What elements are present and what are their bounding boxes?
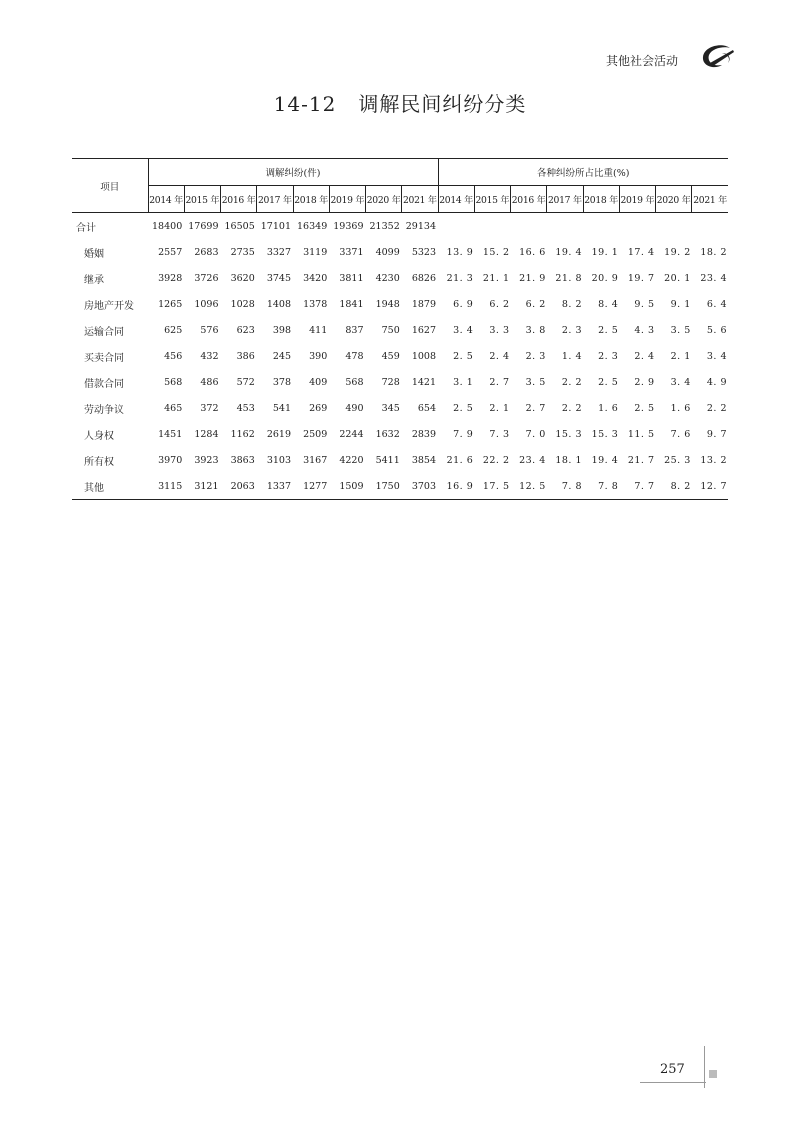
share-cell: 21. 7 bbox=[627, 454, 655, 466]
count-cell: 2063 bbox=[221, 473, 257, 500]
count-cell: 3327 bbox=[266, 246, 291, 258]
share-cell: 6. 2 bbox=[525, 298, 546, 310]
count-cell: 3923 bbox=[194, 454, 219, 466]
share-cell: 22. 2 bbox=[482, 454, 510, 466]
share-cell: 21. 6 bbox=[446, 454, 474, 466]
share-cell: 2. 7 bbox=[489, 376, 510, 388]
share-cell: 12. 7 bbox=[692, 473, 728, 500]
share-cell: 3. 5 bbox=[525, 376, 546, 388]
table-row bbox=[72, 395, 728, 421]
share-cell: 3. 8 bbox=[525, 324, 546, 336]
table-row bbox=[72, 213, 728, 240]
count-cell: 1162 bbox=[230, 428, 255, 440]
share-year-header: 2017 年 bbox=[547, 186, 583, 213]
count-cell: 4230 bbox=[375, 272, 400, 284]
share-cell: 11. 5 bbox=[627, 428, 655, 440]
count-cell: 3811 bbox=[339, 272, 364, 284]
count-cell: 1284 bbox=[194, 428, 219, 440]
count-cell: 16505 bbox=[224, 220, 255, 232]
share-cell: 19. 2 bbox=[664, 246, 691, 258]
share-cell: 2. 3 bbox=[561, 324, 582, 336]
share-cell: 2. 1 bbox=[670, 350, 691, 362]
count-cell: 3371 bbox=[339, 246, 364, 258]
share-year-header: 2015 年 bbox=[474, 186, 510, 213]
share-cell bbox=[547, 213, 583, 240]
count-year-header: 2016 年 bbox=[221, 186, 257, 213]
count-year-header: 2014 年 bbox=[148, 186, 184, 213]
share-cell: 15. 3 bbox=[591, 428, 619, 440]
share-year-header: 2020 年 bbox=[656, 186, 692, 213]
share-cell: 3. 3 bbox=[489, 324, 510, 336]
share-cell: 8. 4 bbox=[598, 298, 619, 310]
share-cell: 1. 6 bbox=[670, 402, 691, 414]
share-cell: 2. 4 bbox=[634, 350, 655, 362]
share-cell: 4. 9 bbox=[706, 376, 727, 388]
share-cell: 2. 4 bbox=[489, 350, 510, 362]
count-cell: 3167 bbox=[303, 454, 328, 466]
count-cell: 245 bbox=[272, 350, 291, 362]
row-label: 借款合同 bbox=[84, 378, 124, 390]
share-cell: 3. 4 bbox=[670, 376, 691, 388]
count-cell: 2244 bbox=[339, 428, 364, 440]
share-cell: 7. 7 bbox=[619, 473, 655, 500]
count-cell: 16349 bbox=[297, 220, 328, 232]
share-cell: 21. 9 bbox=[519, 272, 546, 284]
share-cell: 9. 5 bbox=[634, 298, 655, 310]
share-cell: 2. 9 bbox=[634, 376, 655, 388]
share-cell: 19. 4 bbox=[555, 246, 582, 258]
count-cell: 750 bbox=[381, 324, 400, 336]
count-year-header: 2018 年 bbox=[293, 186, 329, 213]
share-cell bbox=[511, 213, 547, 240]
count-cell: 5411 bbox=[375, 454, 400, 466]
page-number: 257 bbox=[660, 1062, 685, 1077]
count-cell: 29134 bbox=[405, 220, 436, 232]
count-cell: 1008 bbox=[411, 350, 436, 362]
share-cell: 7. 8 bbox=[583, 473, 619, 500]
item-column-header: 项目 bbox=[72, 159, 148, 213]
share-cell: 2. 5 bbox=[634, 402, 655, 414]
count-cell: 18400 bbox=[152, 220, 183, 232]
count-cell: 2509 bbox=[303, 428, 328, 440]
count-cell: 398 bbox=[272, 324, 291, 336]
share-cell: 2. 3 bbox=[525, 350, 546, 362]
share-cell: 23. 4 bbox=[519, 454, 546, 466]
count-cell: 5323 bbox=[411, 246, 436, 258]
count-cell: 2735 bbox=[230, 246, 255, 258]
count-cell: 3620 bbox=[230, 272, 255, 284]
share-cell: 2. 2 bbox=[561, 376, 582, 388]
table-row bbox=[72, 317, 728, 343]
share-cell: 8. 2 bbox=[656, 473, 692, 500]
share-cell: 13. 2 bbox=[700, 454, 727, 466]
count-cell: 453 bbox=[236, 402, 255, 414]
count-cell: 1451 bbox=[158, 428, 183, 440]
group-header-shares: 各种纠纷所占比重(%) bbox=[438, 159, 728, 186]
row-label: 运输合同 bbox=[84, 326, 124, 338]
row-label: 婚姻 bbox=[84, 248, 104, 260]
row-label: 房地产开发 bbox=[84, 300, 134, 312]
count-cell: 1632 bbox=[375, 428, 400, 440]
share-cell: 9. 7 bbox=[706, 428, 727, 440]
count-cell: 3703 bbox=[402, 473, 438, 500]
count-cell: 3863 bbox=[230, 454, 255, 466]
table-row bbox=[72, 291, 728, 317]
share-cell: 21. 8 bbox=[555, 272, 582, 284]
share-cell: 8. 2 bbox=[561, 298, 582, 310]
count-cell: 3119 bbox=[303, 246, 328, 258]
share-cell bbox=[583, 213, 619, 240]
row-label: 买卖合同 bbox=[84, 352, 124, 364]
share-cell: 3. 1 bbox=[453, 376, 474, 388]
share-cell: 4. 3 bbox=[634, 324, 655, 336]
folio-rule bbox=[640, 1082, 706, 1083]
count-cell: 17101 bbox=[260, 220, 291, 232]
share-cell: 6. 4 bbox=[706, 298, 727, 310]
share-cell: 19. 4 bbox=[591, 454, 619, 466]
share-cell: 1. 6 bbox=[598, 402, 619, 414]
row-label: 继承 bbox=[84, 274, 104, 286]
count-cell: 625 bbox=[164, 324, 183, 336]
share-cell: 21. 1 bbox=[482, 272, 510, 284]
page-title bbox=[0, 88, 800, 117]
row-label: 人身权 bbox=[84, 430, 114, 442]
share-cell bbox=[656, 213, 692, 240]
count-cell: 1265 bbox=[158, 298, 183, 310]
count-cell: 1277 bbox=[293, 473, 329, 500]
count-cell: 6826 bbox=[411, 272, 436, 284]
share-cell: 2. 1 bbox=[489, 402, 510, 414]
share-cell: 2. 2 bbox=[561, 402, 582, 414]
share-cell: 2. 7 bbox=[525, 402, 546, 414]
share-cell bbox=[619, 213, 655, 240]
row-label: 其他 bbox=[72, 473, 148, 500]
share-cell: 23. 4 bbox=[700, 272, 727, 284]
count-cell: 490 bbox=[345, 402, 364, 414]
count-cell: 623 bbox=[236, 324, 255, 336]
share-cell: 3. 4 bbox=[453, 324, 474, 336]
count-cell: 1841 bbox=[339, 298, 364, 310]
share-cell bbox=[474, 213, 510, 240]
share-cell: 17. 4 bbox=[627, 246, 655, 258]
count-cell: 411 bbox=[309, 324, 328, 336]
share-cell: 16. 6 bbox=[519, 246, 546, 258]
share-cell: 2. 3 bbox=[598, 350, 619, 362]
share-year-header: 2016 年 bbox=[511, 186, 547, 213]
count-cell: 728 bbox=[381, 376, 400, 388]
share-cell: 5. 6 bbox=[706, 324, 727, 336]
count-cell: 3745 bbox=[266, 272, 291, 284]
count-cell: 19369 bbox=[333, 220, 364, 232]
share-cell: 7. 8 bbox=[547, 473, 583, 500]
count-cell: 568 bbox=[164, 376, 183, 388]
count-cell: 3970 bbox=[158, 454, 183, 466]
table-number: 14-12 bbox=[273, 92, 337, 116]
share-cell: 25. 3 bbox=[664, 454, 691, 466]
share-year-header: 2018 年 bbox=[583, 186, 619, 213]
count-cell: 3928 bbox=[158, 272, 183, 284]
count-cell: 3115 bbox=[148, 473, 184, 500]
share-cell: 19. 1 bbox=[591, 246, 619, 258]
count-cell: 17699 bbox=[188, 220, 219, 232]
count-cell: 3121 bbox=[184, 473, 220, 500]
count-cell: 3420 bbox=[303, 272, 328, 284]
count-cell: 409 bbox=[309, 376, 328, 388]
share-cell: 9. 1 bbox=[670, 298, 691, 310]
count-year-header: 2015 年 bbox=[184, 186, 220, 213]
row-label: 合计 bbox=[76, 222, 96, 234]
count-year-header: 2021 年 bbox=[402, 186, 438, 213]
table-row bbox=[72, 421, 728, 447]
count-cell: 1408 bbox=[266, 298, 291, 310]
share-cell bbox=[438, 213, 474, 240]
count-cell: 1096 bbox=[194, 298, 219, 310]
count-cell: 478 bbox=[345, 350, 364, 362]
count-year-header: 2019 年 bbox=[329, 186, 365, 213]
count-cell: 2683 bbox=[194, 246, 219, 258]
count-cell: 2557 bbox=[158, 246, 183, 258]
share-cell: 20. 9 bbox=[591, 272, 619, 284]
count-cell: 390 bbox=[309, 350, 328, 362]
count-cell: 378 bbox=[272, 376, 291, 388]
share-cell: 17. 5 bbox=[474, 473, 510, 500]
share-cell: 6. 9 bbox=[453, 298, 474, 310]
share-cell: 1. 4 bbox=[561, 350, 582, 362]
share-cell: 15. 3 bbox=[555, 428, 582, 440]
count-cell: 465 bbox=[164, 402, 183, 414]
count-cell: 3854 bbox=[411, 454, 436, 466]
count-cell: 4220 bbox=[339, 454, 364, 466]
count-cell: 372 bbox=[200, 402, 219, 414]
share-cell: 3. 4 bbox=[706, 350, 727, 362]
count-cell: 1421 bbox=[411, 376, 436, 388]
table-row bbox=[72, 447, 728, 473]
count-cell: 345 bbox=[381, 402, 400, 414]
table-title: 调解民间纠纷分类 bbox=[358, 92, 527, 116]
count-cell: 3726 bbox=[194, 272, 219, 284]
share-cell: 3. 5 bbox=[670, 324, 691, 336]
table-row bbox=[72, 473, 728, 500]
count-cell: 572 bbox=[236, 376, 255, 388]
share-cell bbox=[692, 213, 728, 240]
share-cell: 6. 2 bbox=[489, 298, 510, 310]
row-label: 所有权 bbox=[84, 456, 114, 468]
share-cell: 7. 6 bbox=[670, 428, 691, 440]
count-cell: 3103 bbox=[266, 454, 291, 466]
share-cell: 7. 0 bbox=[525, 428, 546, 440]
share-cell: 18. 1 bbox=[555, 454, 582, 466]
count-year-header: 2020 年 bbox=[366, 186, 402, 213]
table-row bbox=[72, 369, 728, 395]
count-cell: 269 bbox=[309, 402, 328, 414]
count-cell: 2839 bbox=[411, 428, 436, 440]
table-row bbox=[72, 265, 728, 291]
row-label: 劳动争议 bbox=[84, 404, 124, 416]
share-cell: 20. 1 bbox=[664, 272, 691, 284]
yearbook-logo-icon bbox=[700, 44, 736, 70]
share-cell: 12. 5 bbox=[511, 473, 547, 500]
count-cell: 1028 bbox=[230, 298, 255, 310]
group-header-counts: 调解纠纷(件) bbox=[148, 159, 438, 186]
count-cell: 2619 bbox=[266, 428, 291, 440]
share-cell: 13. 9 bbox=[446, 246, 474, 258]
count-cell: 1750 bbox=[366, 473, 402, 500]
share-cell: 15. 2 bbox=[482, 246, 510, 258]
count-cell: 1337 bbox=[257, 473, 293, 500]
count-cell: 21352 bbox=[369, 220, 400, 232]
share-cell: 16. 9 bbox=[438, 473, 474, 500]
share-cell: 2. 5 bbox=[598, 376, 619, 388]
count-cell: 386 bbox=[236, 350, 255, 362]
count-cell: 459 bbox=[381, 350, 400, 362]
share-year-header: 2021 年 bbox=[692, 186, 728, 213]
share-cell: 7. 3 bbox=[489, 428, 510, 440]
share-cell: 18. 2 bbox=[700, 246, 727, 258]
count-cell: 4099 bbox=[375, 246, 400, 258]
square-icon bbox=[709, 1070, 717, 1078]
running-header: 其他社会活动 bbox=[605, 54, 678, 68]
count-year-header: 2017 年 bbox=[257, 186, 293, 213]
count-cell: 486 bbox=[200, 376, 219, 388]
count-cell: 654 bbox=[417, 402, 436, 414]
count-cell: 568 bbox=[345, 376, 364, 388]
count-cell: 541 bbox=[272, 402, 291, 414]
mediation-disputes-table bbox=[72, 158, 728, 500]
share-cell: 2. 2 bbox=[706, 402, 727, 414]
share-cell: 21. 3 bbox=[446, 272, 474, 284]
count-cell: 456 bbox=[164, 350, 183, 362]
count-cell: 837 bbox=[345, 324, 364, 336]
share-year-header: 2019 年 bbox=[619, 186, 655, 213]
share-cell: 2. 5 bbox=[453, 402, 474, 414]
share-cell: 2. 5 bbox=[598, 324, 619, 336]
count-cell: 1509 bbox=[329, 473, 365, 500]
count-cell: 1378 bbox=[303, 298, 328, 310]
count-cell: 432 bbox=[200, 350, 219, 362]
table-row bbox=[72, 239, 728, 265]
count-cell: 576 bbox=[200, 324, 219, 336]
share-cell: 2. 5 bbox=[453, 350, 474, 362]
share-year-header: 2014 年 bbox=[438, 186, 474, 213]
count-cell: 1948 bbox=[375, 298, 400, 310]
table-row bbox=[72, 343, 728, 369]
share-cell: 7. 9 bbox=[453, 428, 474, 440]
share-cell: 19. 7 bbox=[627, 272, 655, 284]
count-cell: 1627 bbox=[411, 324, 436, 336]
count-cell: 1879 bbox=[411, 298, 436, 310]
